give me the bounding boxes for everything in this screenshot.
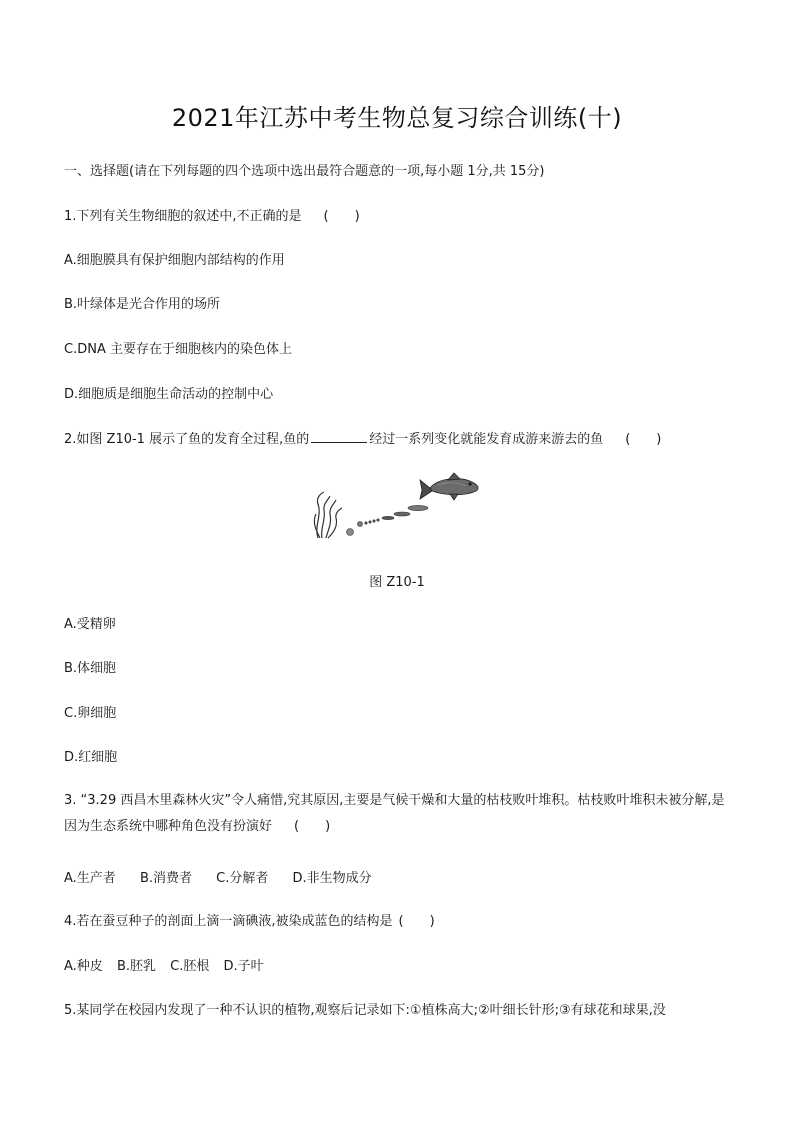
q4-option-b: B.胚乳 xyxy=(116,959,157,974)
q4-option-a: A.种皮 xyxy=(64,959,103,974)
question-2-text-before: 2.如图 Z10-1 展示了鱼的发育全过程,鱼的 xyxy=(64,432,310,447)
answer-paren: ( ) xyxy=(323,209,360,224)
q4-option-c: C.胚根 xyxy=(170,959,210,974)
q3-option-c: C.分解者 xyxy=(216,871,269,886)
q3-option-a: A.生产者 xyxy=(64,871,116,886)
q3-option-d: D.非生物成分 xyxy=(292,871,372,886)
q4-option-d: D.子叶 xyxy=(223,959,264,974)
seaweed-illustration xyxy=(314,492,342,538)
question-1-text: 1.下列有关生物细胞的叙述中,不正确的是 xyxy=(64,209,302,224)
q2-option-a: A.受精卵 xyxy=(64,617,116,632)
answer-paren: ( ) xyxy=(398,914,435,929)
document-title: 2021年江苏中考生物总复习综合训练(十) xyxy=(171,104,623,132)
question-4-text: 4.若在蚕豆种子的剖面上滴一滴碘液,被染成蓝色的结构是 xyxy=(64,914,393,929)
answer-paren: ( ) xyxy=(294,819,331,834)
q1-option-a: A.细胞膜具有保护细胞内部结构的作用 xyxy=(64,253,285,268)
answer-paren: ( ) xyxy=(625,432,662,447)
figure-caption: 图 Z10-1 xyxy=(369,575,425,590)
question-2-text-after: 经过一系列变化就能发育成游来游去的鱼 xyxy=(369,432,604,447)
fill-blank xyxy=(311,430,367,443)
section-heading: 一、选择题(请在下列每题的四个选项中选出最符合题意的一项,每小题 1分,共 15分) xyxy=(64,164,545,179)
question-1-stem xyxy=(64,208,360,226)
q2-option-b: B.体细胞 xyxy=(64,661,117,676)
q1-option-b: B.叶绿体是光合作用的场所 xyxy=(64,297,221,312)
question-5-stem: 5.某同学在校园内发现了一种不认识的植物,观察后记录如下:①植株高大;②叶细长针形;③有球花和球果,没 xyxy=(64,1003,666,1018)
question-3-text: 3. “3.29 西昌木里森林火灾”令人痛惜,究其原因,主要是气候干燥和大量的枯枝败叶堆积。枯枝败叶堆积未被分解,是因为生态系统中哪种角色没有扮演好 xyxy=(64,793,725,834)
q2-option-d: D.红细胞 xyxy=(64,750,118,765)
question-2-stem xyxy=(64,430,661,449)
development-stages xyxy=(347,505,429,535)
question-4-stem xyxy=(64,913,435,931)
q3-option-b: B.消费者 xyxy=(139,871,193,886)
q3-options-row xyxy=(64,870,392,888)
q2-option-c: C.卵细胞 xyxy=(64,706,117,721)
q1-option-d: D.细胞质是细胞生命活动的控制中心 xyxy=(64,387,274,402)
question-3-stem xyxy=(64,788,736,840)
q4-options-row xyxy=(64,958,274,976)
q1-option-c: C.DNA 主要存在于细胞核内的染色体上 xyxy=(64,342,292,357)
fish-illustration xyxy=(420,473,478,500)
fish-development-figure xyxy=(308,470,488,544)
